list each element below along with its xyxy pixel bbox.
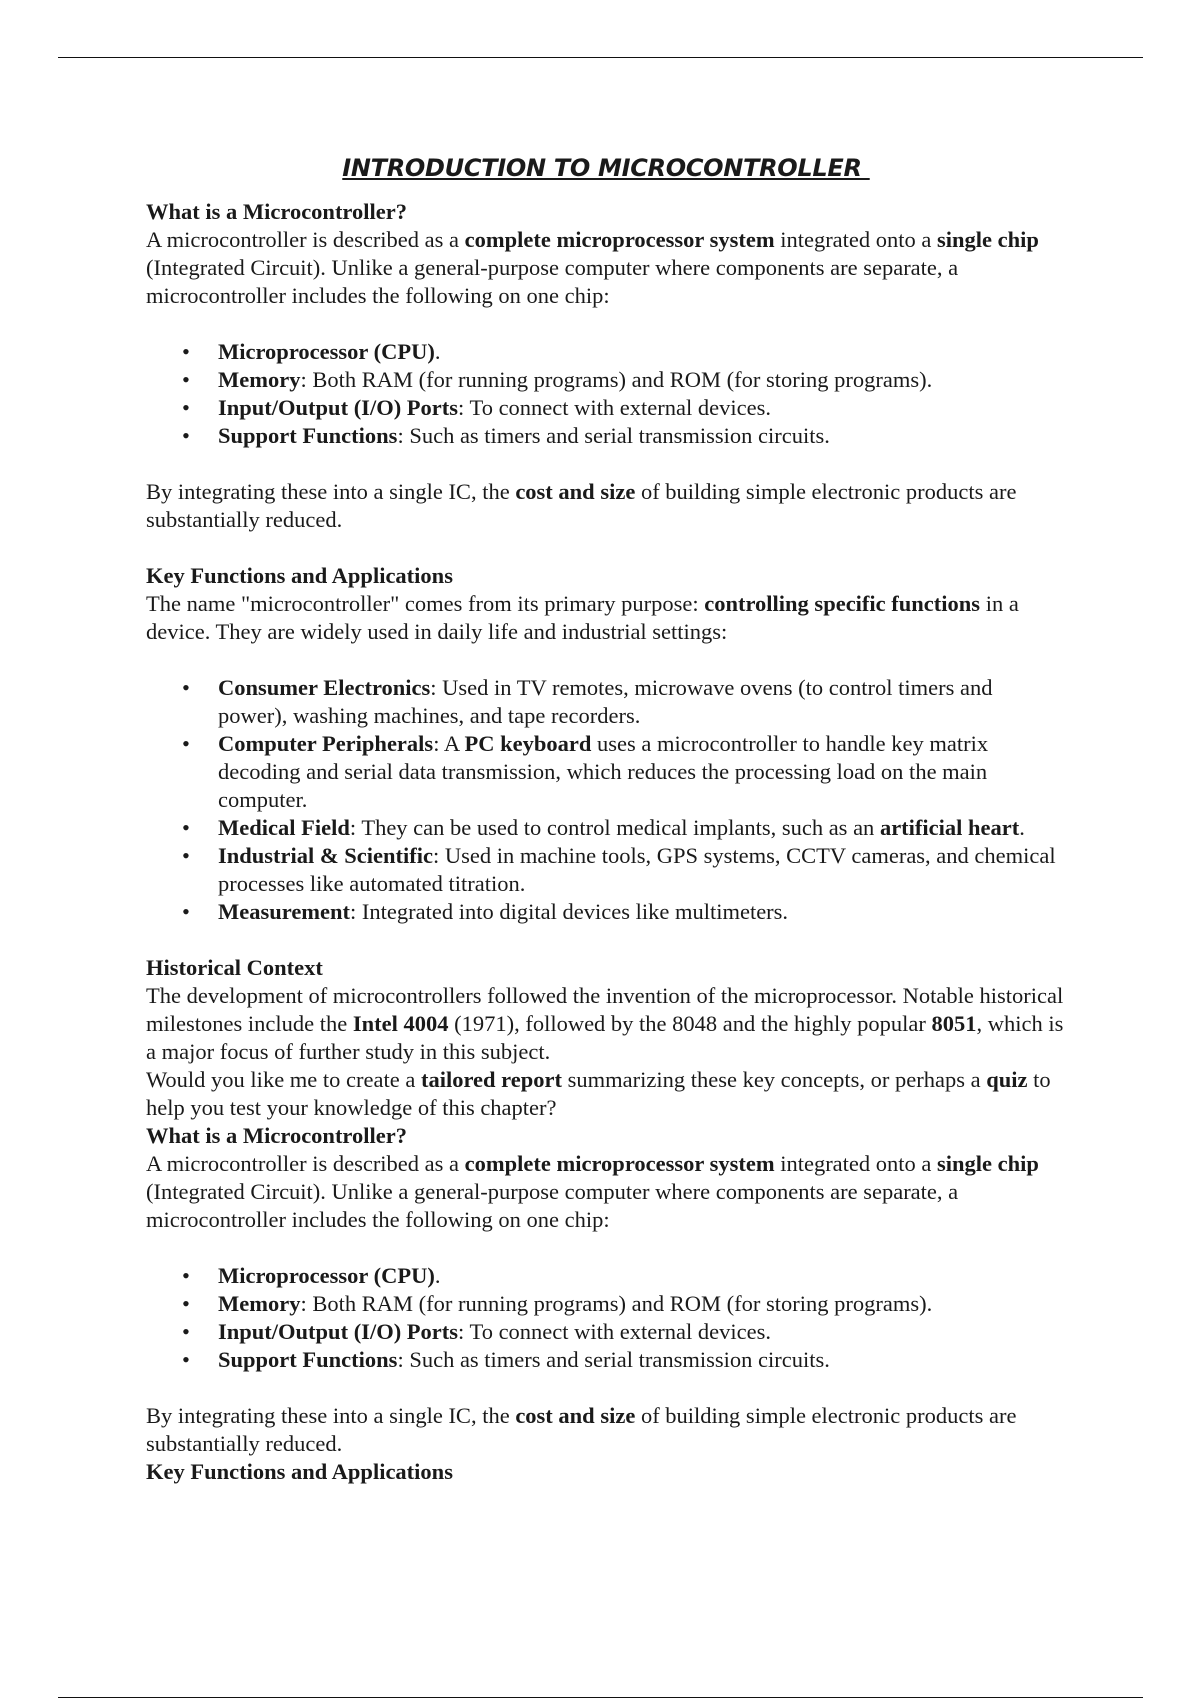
- document-body: [146, 140, 1066, 1486]
- paragraph-what-repeat: A microcontroller is described as a complete microprocessor system integrated onto a single chip (Integrated Circuit). Unlike a general-purpose computer where components are separate, a microcontroller includes the following on one chip:: [146, 1151, 1039, 1232]
- paragraph-integration: By integrating these into a single IC, the cost and size of building simple electronic products are substantially reduced.: [146, 479, 1017, 532]
- list-item: • Support Functions: Such as timers and serial transmission circuits.: [146, 1346, 1066, 1374]
- list-item: • Input/Output (I/O) Ports: To connect with external devices.: [146, 1318, 1066, 1346]
- list-item-industrial: • Industrial & Scientific: Used in machine tools, GPS systems, CCTV cameras, and chemical processes like automated titration.: [146, 842, 1066, 898]
- components-list-repeat: [146, 1262, 1066, 1374]
- list-item: • Support Functions: Such as timers and serial transmission circuits.: [146, 422, 1066, 450]
- list-item: • Input/Output (I/O) Ports: To connect with external devices.: [146, 394, 1066, 422]
- paragraph-history: The development of microcontrollers followed the invention of the microprocessor. Notable historical milestones include the Intel 4004 (1971), followed by the 8048 and the highly popular 8051, which is a major focus of further study in this subject.: [146, 983, 1064, 1064]
- paragraph-offer: Would you like me to create a tailored report summarizing these key concepts, or perhaps a quiz to help you test your knowledge of this chapter?: [146, 1067, 1051, 1120]
- list-item: • Microprocessor (CPU).: [146, 338, 1066, 366]
- list-item: • Microprocessor (CPU).: [146, 1262, 1066, 1290]
- components-list: [146, 338, 1066, 450]
- list-item: • Memory: Both RAM (for running programs) and ROM (for storing programs).: [146, 366, 1066, 394]
- footer-rule: [58, 1697, 1143, 1698]
- header-rule: [58, 57, 1143, 58]
- list-item-medical: • Medical Field: They can be used to control medical implants, such as an artificial heart.: [146, 814, 1066, 842]
- paragraph-what: A microcontroller is described as a complete microprocessor system integrated onto a single chip (Integrated Circuit). Unlike a general-purpose computer where components are separate, a microcontroller includes the following on one chip:: [146, 227, 1039, 308]
- list-item: • Memory: Both RAM (for running programs) and ROM (for storing programs).: [146, 1290, 1066, 1318]
- section-heading-what-repeat: What is a Microcontroller?: [146, 1123, 407, 1148]
- section-heading-what: What is a Microcontroller?: [146, 199, 407, 224]
- section-heading-key-functions: Key Functions and Applications: [146, 563, 453, 588]
- list-item-measurement: • Measurement: Integrated into digital devices like multimeters.: [146, 898, 1066, 926]
- page-title: INTRODUCTION TO MICROCONTROLLER: [342, 154, 870, 182]
- list-item-peripherals: • Computer Peripherals: A PC keyboard uses a microcontroller to handle key matrix decoding and serial data transmission, which reduces the processing load on the main computer.: [146, 730, 1066, 814]
- section-heading-key-functions-repeat: Key Functions and Applications: [146, 1459, 453, 1484]
- list-item-consumer: • Consumer Electronics: Used in TV remotes, microwave ovens (to control timers and power), washing machines, and tape recorders.: [146, 674, 1066, 730]
- applications-list: [146, 674, 1066, 926]
- section-heading-history: Historical Context: [146, 955, 323, 980]
- paragraph-integration-repeat: By integrating these into a single IC, the cost and size of building simple electronic products are substantially reduced.: [146, 1403, 1017, 1456]
- paragraph-key-functions: The name "microcontroller" comes from its primary purpose: controlling specific functions in a device. They are widely used in daily life and industrial settings:: [146, 591, 1019, 644]
